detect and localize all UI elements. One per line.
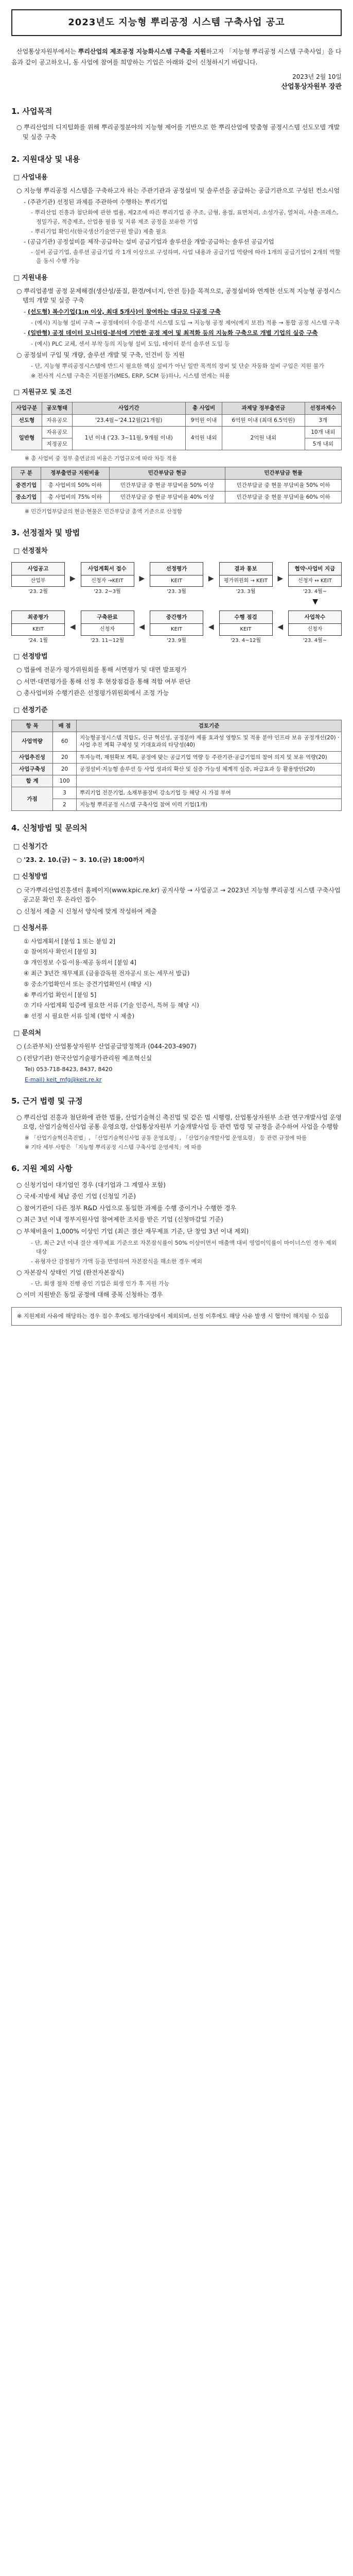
table-cell: 4억원 내외 — [185, 426, 222, 450]
table-cell: 공정설비·지능형 솔루션 등 사업 성과의 확산 및 실증 가능성 체계적 실증, 파급효과 등 활용방안(20) — [77, 763, 342, 775]
table-row — [12, 775, 342, 787]
section-2-title: 2. 지원대상 및 내용 — [11, 154, 80, 164]
table-cell: 민간부담금 중 현물 부담비율 50% 이하 — [225, 479, 342, 491]
table-cell: 민간부담금 중 현금 부담비율 40% 이상 — [109, 491, 225, 503]
contact-phone: Tel) 053-718-8423, 8437, 8420 — [25, 1066, 113, 1073]
s2-b1: ○ 지능형 뿌리공정 시스템을 구축하고자 하는 주관기관과 공정설비 및 솔루션을 공급하는 공급기관으로 구성된 컨소시엄 — [16, 187, 340, 195]
flow-step-body: KEIT — [219, 624, 273, 636]
table-header: 민간부담금 현금 — [109, 467, 225, 479]
flow-step — [81, 611, 134, 645]
flow-step — [11, 611, 65, 645]
table-cell: 1년 이내 ('23. 3~11월, 9개월 이내) — [72, 426, 185, 450]
intro-text-c: 하고자 「지능형 뿌리공정 시스템 구축사업」을 다음과 같이 공고하오니, 동 사업에 참여를 희망하는 기업은 아래와 같이 신청하시기 바랍니다. — [11, 47, 342, 66]
exclusion-sub-note: - 유형자산 감정평가 가액 등을 반영하여 자본잠식을 해소한 경우 예외 — [31, 1258, 202, 1265]
s4-how2: ○ 신청서 제출 시 신청서 양식에 맞게 작성하여 제출 — [16, 907, 157, 915]
table-cell: 5개 내외 — [305, 438, 341, 450]
table-cell: 지능형공정시스템 적합도, 신규 혁신성, 공정분야 제품 효과성 영향도 및 적용 분야 인프라 보유 공정개선(20) · 사업 추진 계획 구체성 및 기대효과의 타당성(40) — [77, 732, 342, 751]
s5-note: ※ 「산업기술혁신촉진법」, 「산업기술혁신사업 공통 운영요령」, 「산업기술개발사업 운영요령」 등 관련 규정에 따름 — [25, 1134, 307, 1141]
table-header: 선정과제수 — [305, 402, 341, 414]
table-header: 총 사업비 — [185, 402, 222, 414]
table-cell: 합 계 — [12, 775, 53, 787]
page-title: 2023년도 지능형 뿌리공정 시스템 구축사업 공고 — [11, 9, 342, 36]
arrow-left-icon: ◀ — [277, 623, 284, 632]
doc-item: ① 사업계획서 [붙임 1 또는 붙임 2] — [24, 937, 116, 945]
flow-step-date: '23. 3월 — [167, 589, 186, 595]
table-cell: 총 사업비의 75% 이하 — [41, 491, 109, 503]
flow-step-date: '23. 2~3월 — [94, 589, 121, 595]
flow-step — [219, 611, 273, 645]
exclusion-item: ○ 국세·지방세 체납 중인 기업 (신청일 기준) — [16, 1193, 136, 1200]
contact-agency: ○ (전담기관) 한국산업기술평가관리원 제조혁신실 — [16, 1054, 152, 1062]
flow-step-date: '23. 11~12월 — [90, 637, 125, 643]
table-header: 과제당 정부출연금 — [222, 402, 305, 414]
exclusion-sub-note: - 단, 최근 2년 이내 결산 재무제표 기준으로 자본잠식률이 50% 이상이면서 매출액 대비 영업이익률이 마이너스인 경우 제외 대상 — [31, 1239, 337, 1255]
table-cell: 20 — [53, 751, 77, 763]
table-cell: 6억원 이내 (최대 6.5억원) — [222, 414, 305, 426]
table-cell: '23.4월~'24.12월(21개월) — [72, 414, 185, 426]
sub-title-docs: □ 신청서류 — [13, 924, 48, 933]
gov-table-note: ※ 민간기업부담금의 현금·현물은 민간부담금 총액 기준으로 산정함 — [25, 508, 183, 515]
table-cell: 사업구축성 — [12, 763, 53, 775]
flow-step — [288, 562, 342, 596]
sub-title-scale: □ 지원규모 및 조건 — [13, 388, 72, 397]
table-cell: 지능형 뿌리공정 시스템 구축사업 참여 이력 기업(1개) — [77, 799, 342, 811]
flow-step-body: KEIT — [150, 575, 203, 587]
support-scale-table — [11, 402, 342, 450]
exclusion-item: ○ 최근 3년 이내 정부지원사업 참여제한 조치를 받은 기업 (신청마감일 기준) — [16, 1216, 223, 1224]
s4-period: ○ '23. 2. 10.(금) ~ 3. 10.(금) 18:00까지 — [16, 856, 145, 863]
s3-m3: ○ 총사업비와 수행기관은 선정평가위원회에서 조정 가능 — [16, 689, 169, 697]
sub-title-procedure: □ 선정절차 — [13, 547, 48, 555]
issuer: 산업통상자원부 장관 — [281, 83, 342, 91]
s2-b3-note: - 설비 공급기업, 솔루션 공급기업 각 1개 이상으로 구성하며, 사업 내용과 공급기업 역량에 따라 1개의 공급기업이 2개의 역할을 동시 수행 가능 — [31, 249, 341, 265]
arrow-down-icon: ▼ — [312, 597, 318, 606]
section-1-text: ○ 뿌리산업의 디지털화를 위해 뿌리공정분야의 지능형 제어를 기반으로 한 뿌리산업에 맞춤형 공정시스템 선도모델 개발 및 실증 구축 — [16, 124, 340, 141]
doc-item: ② 참여의사 확인서 [붙임 3] — [24, 948, 97, 956]
flow-step-date: '23. 3월 — [236, 589, 256, 595]
table-cell: 2 — [53, 799, 77, 811]
table-row — [12, 763, 342, 775]
table-cell: 자유공모 — [42, 414, 72, 426]
table-row — [12, 491, 342, 503]
arrow-left-icon: ◀ — [208, 623, 214, 632]
sub-title-how: □ 신청방법 — [13, 873, 48, 881]
intro-text-a: 산업통상자원부에서는 — [16, 47, 78, 55]
announcement-date: 2023년 2월 10일 — [292, 73, 342, 80]
flow-step-date: '23. 4월~ — [303, 637, 327, 643]
s2-c4-note2: ※ 전사적 시스템 구축은 지원불가(MES, ERP, SCM 등)하나, 시스템 연계는 허용 — [31, 372, 231, 380]
sub-title-method: □ 선정방법 — [13, 653, 48, 661]
sub-title-support: □ 지원내용 — [13, 274, 48, 282]
table-cell: 지정공모 — [42, 438, 72, 450]
exclusion-item: ○ 신청기업이 대기업인 경우 (대기업과 그 계열사 포함) — [16, 1181, 166, 1189]
sub-title-contact: □ 문의처 — [13, 1029, 41, 1038]
flow-row-1 — [11, 562, 342, 596]
table-cell: 9억원 이내 — [185, 414, 222, 426]
table-cell: 60 — [53, 732, 77, 751]
exclusion-item: ○ 참여기관이 다른 정부 R&D 사업으로 동일한 과제를 수행 중이거나 수행한 경우 — [16, 1204, 237, 1212]
s3-m1: ○ 법률에 전문가 평가위원회를 통해 서면평가 및 대면 발표평가 — [16, 666, 187, 674]
doc-item: ⑥ 뿌리기업 확인서 [붙임 5] — [24, 991, 97, 998]
table-row — [12, 426, 342, 438]
flow-step-body: 산업부 — [11, 575, 65, 587]
flow-step — [288, 611, 342, 645]
table-header: 사업구분 — [12, 402, 42, 414]
exclusion-item: ○ 이미 지원받은 동일 공정에 대해 중복 신청하는 경우 — [16, 1291, 163, 1299]
s2-b2-note2: - 뿌리기업 확인서(한국생산기술연구원 발급) 제출 필요 — [31, 228, 167, 235]
table-cell: 민간부담금 중 현금 부담비율 50% 이상 — [109, 479, 225, 491]
doc-item: ④ 최근 3년간 재무제표 (금융감독원 전자공시 또는 세무서 발급) — [24, 969, 190, 977]
s2-c3-note: - (예시) PLC 교체, 센서 부착 등의 지능형 설비 도입, 데이터 분석 솔루션 도입 등 — [31, 340, 230, 347]
s2-b2-note: - 뿌리산업 진흥과 첨단화에 관한 법률, 제2조에 따른 뿌리기업 중 주조, 금형, 용접, 표면처리, 소성가공, 열처리, 사출·프레스, 정밀가공, 적층제조, 산업용 필름 및 지류 제조 공정을 보유한 기업 — [31, 209, 339, 225]
table-cell: 뿌리기업 전문기업, 소재부품장비 강소기업 등 해당 시 가점 부여 — [77, 787, 342, 799]
arrow-right-icon: ▶ — [277, 574, 284, 583]
s4-how1: ○ 국가뿌리산업진흥센터 홈페이지(www.kpic.re.kr) 공지사항 → 사업공고 → 2023년 지능형 뿌리공정 시스템 구축사업 공고문 확인 후 온라인 접수 — [16, 886, 341, 904]
intro-paragraph — [11, 46, 342, 68]
scale-table-note: ※ 총 사업비 중 정부 출연금의 비율은 기업규모에 따라 차등 적용 — [25, 455, 177, 462]
flow-step-title: 선정평가 — [150, 562, 203, 575]
flow-step-body: 신청자 →KEIT — [81, 575, 134, 587]
flow-step-title: 사업공고 — [11, 562, 65, 575]
flow-step-date: '23. 4~12월 — [231, 637, 261, 643]
table-cell: 3 — [53, 787, 77, 799]
table-row — [12, 414, 342, 426]
section-6-title: 6. 지원 제외 사항 — [11, 1164, 73, 1174]
flow-step — [150, 611, 203, 645]
arrow-left-icon: ◀ — [139, 623, 145, 632]
table-cell: 자유공모 — [42, 426, 72, 438]
doc-item: ⑦ 기타 사업계획 입증에 필요한 서류 (기술 인증서, 특허 등 해당 시) — [24, 1002, 199, 1009]
flow-step-title: 사업계획서 접수 — [81, 562, 134, 575]
table-cell: 일반형 — [12, 426, 42, 450]
s5-note: ※ 기타 세부 사항은 「지능형 뿌리공정 시스템 구축사업 운영세칙」에 따름 — [25, 1144, 202, 1151]
s2-b2: - (주관기관) 선정된 과제를 주관하여 수행하는 뿌리기업 — [24, 198, 168, 206]
flow-step-body: 신청자 — [288, 624, 342, 636]
table-cell: 선도형 — [12, 414, 42, 426]
flow-step-body: KEIT — [150, 624, 203, 636]
s2-c2-note: - (예시) 지능형 설비 구축 → 공정데이터 수집·분석 시스템 도입 → 지능형 공정 제어(예지 보전) 적용 → 통합 공정 시스템 구축 — [31, 319, 340, 326]
flow-step — [150, 562, 203, 596]
arrow-right-icon: ▶ — [69, 574, 76, 583]
flow-step-title: 구축완료 — [81, 611, 134, 624]
sub-title-period: □ 신청기간 — [13, 842, 48, 851]
s3-m2: ○ 서면·대면평가를 통해 선정 후 현장점검을 통해 적합 여부 판단 — [16, 677, 191, 685]
flow-step-date: '23. 4월~ — [303, 589, 327, 595]
s2-c3: - (일반형) 공정 데이터 모니터링·분석에 기반한 공정 제어 및 최적화 등의 지능화 구축으로 개별 기업의 실증 구축 — [24, 329, 318, 336]
table-header: 구 분 — [12, 467, 41, 479]
flow-step-body: 평가위원회 → KEIT — [219, 575, 273, 587]
doc-item: ③ 개인정보 수집·이용·제공 동의서 [붙임 4] — [24, 959, 136, 967]
contact-email-link[interactable]: E-mail) keit_mfg@keit.re.kr — [25, 1076, 102, 1083]
table-cell — [77, 775, 342, 787]
gov-ratio-table — [11, 467, 342, 503]
contact-email-row — [25, 1075, 342, 1084]
doc-item: ⑤ 중소기업확인서 또는 중견기업확인서 (해당 시) — [24, 980, 152, 988]
table-cell: 100 — [53, 775, 77, 787]
table-cell: 20 — [53, 763, 77, 775]
exclusion-item: ○ 부채비율이 1,000% 이상인 기업 (최근 결산 재무제표 기준, 단 창업 3년 이내 제외) — [16, 1228, 249, 1235]
criteria-table — [11, 720, 342, 811]
final-notice: ※ 지원제외 사유에 해당하는 경우 접수 후에도 평가대상에서 제외되며, 선정 이후에도 해당 사유 발생 시 협약이 해지될 수 있음 — [11, 1307, 342, 1326]
flow-step-title: 결과 통보 — [219, 562, 273, 575]
flow-step-title: 협약·사업비 지급 — [288, 562, 342, 575]
flow-step-date: '23. 2월 — [28, 589, 48, 595]
flow-step-title: 중간평가 — [150, 611, 203, 624]
flow-step-date: '24. 1월 — [28, 637, 48, 643]
table-header: 공모형태 — [42, 402, 72, 414]
section-3-title: 3. 선정절차 및 방법 — [11, 528, 80, 538]
sub-title-criteria: □ 선정기준 — [13, 706, 48, 714]
sub-title-business: □ 사업내용 — [13, 173, 48, 181]
flow-step-date: '23. 9월 — [167, 637, 186, 643]
table-cell: 사업추진성 — [12, 751, 53, 763]
table-header: 항 목 — [12, 720, 53, 732]
table-header: 민간부담금 현물 — [225, 467, 342, 479]
table-cell: 2억원 내외 — [222, 426, 305, 450]
table-cell: 10개 내외 — [305, 426, 341, 438]
table-header-row — [12, 720, 342, 732]
flow-step — [11, 562, 65, 596]
table-cell: 투자능력, 재원확보 계획, 공정에 맞는 공급기업 역량 등 주관기관·공급기업의 참여 의지 및 보유 역량(20) — [77, 751, 342, 763]
contact-ministry: ○ (소관부처) 산업통상자원부 산업공급망정책과 (044-203-4907) — [16, 1043, 197, 1050]
table-row — [12, 732, 342, 751]
doc-item: ⑧ 선정 시 필요한 서류 일체 (협약 시 제출) — [24, 1012, 135, 1020]
s5-text: ○ 뿌리산업 진흥과 첨단화에 관한 법률, 산업기술혁신 촉진법 및 같은 법 시행령, 산업통상자원부 소관 연구개발사업 운영요령, 산업기술혁신사업 공통 운영요령, 산업통상자원부 기술개발사업 등 관련 법령 및 규정을 준수하여 사업을 수행함 — [16, 1113, 342, 1131]
flow-step — [219, 562, 273, 596]
flow-step-body: KEIT — [11, 624, 65, 636]
table-cell: 사업역량 — [12, 732, 53, 751]
s2-c2: - (선도형) 복수기업(1:n 이상, 최대 5개사)이 참여하는 대규모 다공정 구축 — [24, 308, 221, 315]
s2-b3: - (공급기관) 공정설비를 제작·공급하는 설비 공급기업과 솔루션을 개발·공급하는 솔루션 공급기업 — [24, 238, 274, 245]
table-row — [12, 751, 342, 763]
flow-step-title: 최종평가 — [11, 611, 65, 624]
s2-c4: ○ 공정설비 구입 및 개량, 솔루션 개발 및 구축, 인건비 등 지원 — [16, 351, 185, 359]
section-4-title: 4. 신청방법 및 문의처 — [11, 823, 87, 833]
flow-row-2 — [11, 611, 342, 645]
table-cell: 중견기업 — [12, 479, 41, 491]
arrow-left-icon: ◀ — [69, 623, 76, 632]
table-cell: 민간부담금 중 현물 부담비율 60% 이하 — [225, 491, 342, 503]
flow-step — [81, 562, 134, 596]
intro-text-b: 뿌리산업의 제조공정 지능화시스템 구축을 지원 — [78, 47, 206, 55]
exclusion-sub-note: - 단, 회생 절차 진행 중인 기업은 회생 인가 후 지원 가능 — [31, 1280, 170, 1287]
table-header-row — [12, 402, 342, 414]
flow-step-body: 신청자 ↔ KEIT — [288, 575, 342, 587]
arrow-right-icon: ▶ — [208, 574, 214, 583]
table-row — [12, 787, 342, 799]
table-cell: 총 사업비의 50% 이하 — [41, 479, 109, 491]
flow-step-title: 사업착수 — [288, 611, 342, 624]
table-header: 사업기간 — [72, 402, 185, 414]
s2-c4-note: - 단, 지능형 뿌리공정시스템에 반드시 필요한 핵심 설비가 아닌 일반 목적의 장비 및 단순 자동화 설비 구입은 지원 불가 — [31, 363, 324, 370]
table-cell: 중소기업 — [12, 491, 41, 503]
table-row — [12, 799, 342, 811]
s2-c1: ○ 뿌리업종별 공정 문제해결(생산성/품질, 환경/에너지, 안전 등)을 목적으로, 공정설비와 연계한 선도적 지능형 공정시스템의 개발 및 실증 구축 — [16, 287, 341, 304]
table-header: 정부출연금 지원비율 — [41, 467, 109, 479]
table-header-row — [12, 467, 342, 479]
table-row — [12, 479, 342, 491]
table-header: 검토기준 — [77, 720, 342, 732]
table-cell: 3개 — [305, 414, 341, 426]
table-header: 배 점 — [53, 720, 77, 732]
exclusion-item: ○ 자본잠식 상태인 기업 (완전자본잠식) — [16, 1268, 124, 1276]
table-cell: 가점 — [12, 787, 53, 811]
arrow-right-icon: ▶ — [139, 574, 145, 583]
flow-step-body: 신청자 — [81, 624, 134, 636]
flow-step-title: 수행 점검 — [219, 611, 273, 624]
section-5-title: 5. 근거 법령 및 규정 — [11, 1096, 83, 1106]
section-1-title: 1. 사업목적 — [11, 107, 52, 116]
